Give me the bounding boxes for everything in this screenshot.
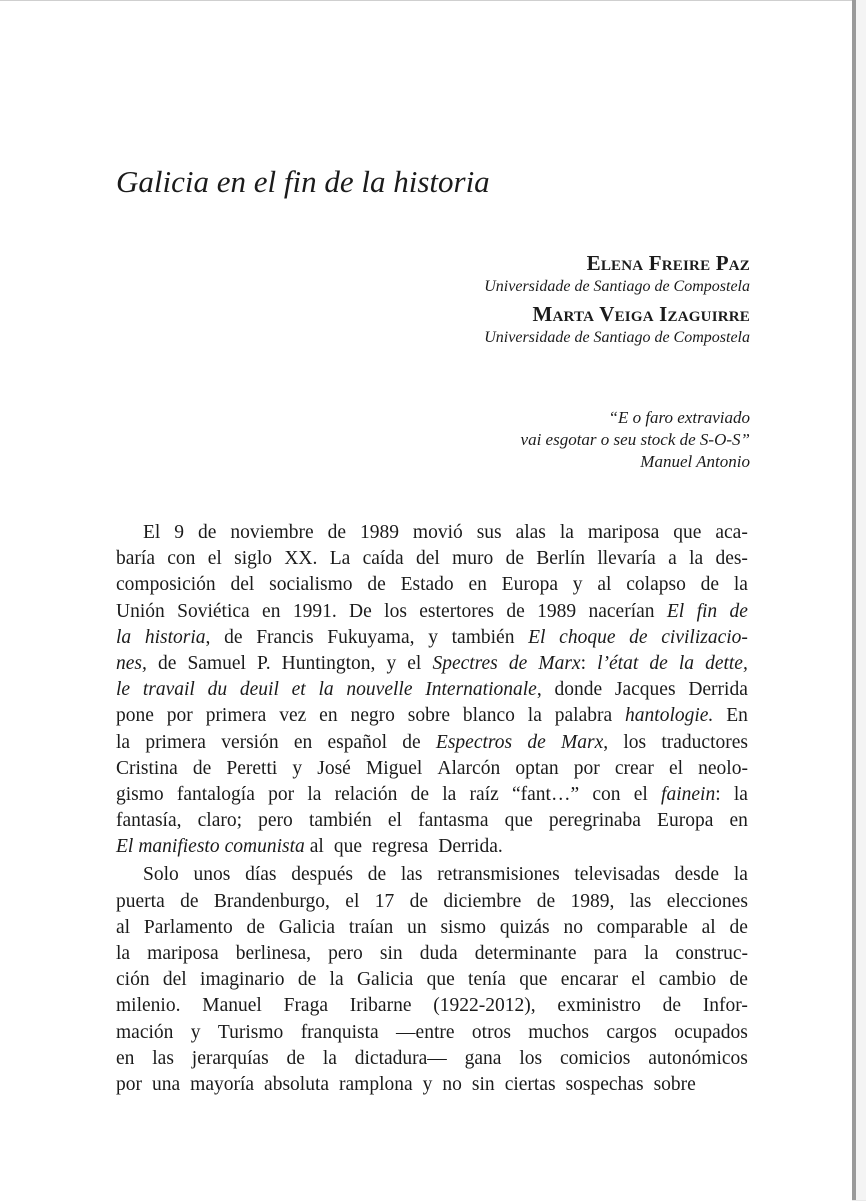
word: aca- <box>715 522 748 543</box>
word: Galicia <box>356 969 414 991</box>
word: Miguel <box>365 757 423 779</box>
word: travail <box>142 679 195 701</box>
word: autonómicos <box>648 1047 748 1069</box>
word: de <box>662 995 682 1017</box>
word: dictadura— <box>354 1047 447 1069</box>
word: no <box>563 916 583 938</box>
word: las <box>400 864 423 886</box>
word: comunista <box>224 836 305 858</box>
word: mayoría <box>190 1073 255 1095</box>
word: también <box>308 810 372 832</box>
word: Spectres <box>432 652 498 674</box>
word: del <box>416 548 440 570</box>
word: Estado <box>400 574 454 596</box>
text-line <box>116 993 748 1019</box>
word: sin <box>471 1073 495 1095</box>
word: retransmisiones <box>437 864 560 886</box>
word: historia, <box>144 626 211 648</box>
word: optan <box>515 757 559 779</box>
word: los <box>623 731 647 753</box>
word: ciertas <box>504 1073 556 1095</box>
text-line <box>116 625 748 651</box>
text-line <box>116 572 748 598</box>
word: alas <box>515 522 546 543</box>
word: la <box>442 783 457 805</box>
text-line <box>116 1046 748 1072</box>
word: pero <box>328 943 363 964</box>
word: y <box>386 652 397 674</box>
word: pero <box>258 810 293 832</box>
word: de <box>508 652 528 674</box>
word: el <box>633 783 648 805</box>
text-line <box>116 941 748 967</box>
word: de <box>327 522 347 543</box>
word: de <box>197 522 217 543</box>
word: Samuel <box>187 652 246 674</box>
word: con <box>592 783 621 805</box>
word: que <box>333 836 362 858</box>
word: de <box>506 600 525 622</box>
word: televisadas <box>574 864 660 886</box>
word: con <box>167 548 196 570</box>
word: por <box>116 1073 142 1095</box>
word: Francis <box>256 626 314 648</box>
word: 9 <box>174 522 185 543</box>
word: ocupados <box>674 1021 748 1043</box>
word: 17 <box>374 890 395 912</box>
word: también <box>451 626 515 648</box>
word: de <box>297 969 317 991</box>
word: y <box>190 1021 201 1043</box>
word: mariposa <box>587 522 660 543</box>
word: quizás <box>499 916 550 938</box>
word: de <box>409 890 428 912</box>
word: al <box>597 574 612 596</box>
word: desde <box>674 864 720 886</box>
epigraph-line: “E o faro extraviado <box>608 408 750 427</box>
word: de <box>649 652 668 674</box>
word: en <box>729 810 748 832</box>
word: ción <box>116 969 150 991</box>
author-list <box>330 251 750 348</box>
word: en <box>468 574 487 596</box>
word: días <box>245 864 277 886</box>
word: traían <box>348 916 394 938</box>
word: y <box>428 626 438 648</box>
word: la <box>116 626 132 648</box>
word: del <box>230 574 255 596</box>
word: la <box>116 731 131 753</box>
author-block <box>330 302 750 348</box>
word: nouvelle <box>346 679 413 701</box>
word: Europa <box>501 574 558 596</box>
word: el <box>407 652 422 674</box>
author-affiliation: Universidade de Santiago de Compostela <box>484 278 750 295</box>
word: Fukuyama, <box>327 626 415 648</box>
word: a <box>668 548 677 570</box>
word: civilizacio- <box>661 626 748 648</box>
word: de <box>224 626 243 648</box>
word: berlinesa, <box>235 943 312 964</box>
epigraph-attribution: Manuel Antonio <box>640 452 750 471</box>
word: du <box>207 679 228 701</box>
word: una <box>152 1073 181 1095</box>
word: vez <box>279 705 307 727</box>
word: las <box>152 1047 174 1069</box>
word: y <box>572 574 583 596</box>
word: mariposa <box>147 943 219 964</box>
word: para <box>593 943 628 964</box>
word: El <box>666 600 685 622</box>
word: raíz <box>469 783 499 805</box>
word: sus <box>476 522 502 543</box>
word: versión <box>221 731 279 753</box>
word: caída <box>362 548 404 570</box>
word: José <box>317 757 351 779</box>
word: no <box>442 1073 462 1095</box>
word: El <box>143 522 161 543</box>
body-text <box>116 520 748 1098</box>
word: puerta <box>116 890 165 912</box>
text-line <box>116 599 748 625</box>
word: nes, <box>116 652 147 674</box>
word: de <box>157 652 177 674</box>
word: El <box>528 626 546 648</box>
author-affiliation: Universidade de Santiago de Compostela <box>484 329 750 346</box>
word: la <box>318 679 334 701</box>
paragraph <box>116 862 748 1098</box>
word: la <box>116 943 131 964</box>
word: de <box>700 574 720 596</box>
word: por <box>268 783 295 805</box>
word: sospechas <box>565 1073 644 1095</box>
word: de <box>192 757 212 779</box>
word: colapso <box>626 574 686 596</box>
word: donde <box>554 679 603 701</box>
word: 1989 <box>537 600 577 622</box>
word: De <box>349 600 372 622</box>
epigraph <box>330 407 750 473</box>
text-line <box>116 651 748 677</box>
word: la <box>559 522 574 543</box>
word: de <box>410 783 430 805</box>
word: la <box>733 574 748 596</box>
word: que <box>673 522 702 543</box>
word: Parlamento <box>143 916 233 938</box>
word: nacerían <box>588 600 655 622</box>
word: de <box>402 731 421 753</box>
text-line <box>116 756 748 782</box>
word: que <box>519 969 548 991</box>
word: cargos <box>606 1021 657 1043</box>
word: baría <box>116 548 155 570</box>
word: español <box>327 731 388 753</box>
text-line <box>116 677 748 703</box>
word: (1922-2012), <box>433 995 536 1017</box>
word: muro <box>452 548 494 570</box>
word: en <box>293 731 313 753</box>
word: noviembre <box>230 522 314 543</box>
word: choque <box>559 626 616 648</box>
word: unos <box>193 864 231 886</box>
word: los <box>384 600 407 622</box>
word: fin <box>696 600 718 622</box>
word: negro <box>350 705 395 727</box>
word: que <box>426 969 455 991</box>
word: fantasía, <box>116 810 182 832</box>
word: La <box>329 548 351 570</box>
text-line <box>116 808 748 834</box>
word: la <box>733 864 748 886</box>
word: 1989, <box>570 890 615 912</box>
word: un <box>407 916 427 938</box>
word: Huntington, <box>281 652 376 674</box>
word: En <box>726 705 748 727</box>
word: peregrinaba <box>548 810 641 832</box>
word: del <box>162 969 187 991</box>
word: Jacques <box>614 679 676 701</box>
word: y <box>292 757 303 779</box>
word: otros <box>471 1021 511 1043</box>
word: determinante <box>474 943 577 964</box>
word: elecciones <box>666 890 748 912</box>
word: Internationale, <box>425 679 542 701</box>
word: jerarquías <box>191 1047 269 1069</box>
viewer-background <box>856 0 866 1200</box>
word: de <box>367 574 386 596</box>
word: la <box>689 548 704 570</box>
word: cambio <box>658 969 717 991</box>
text-line <box>116 546 748 572</box>
word: exministro <box>557 995 641 1017</box>
word: por <box>166 705 193 727</box>
word: Solo <box>143 864 179 886</box>
text-line <box>116 834 748 860</box>
word: Brandenburgo, <box>213 890 330 912</box>
word: estertores <box>419 600 494 622</box>
word: después <box>291 864 353 886</box>
word: neolo- <box>698 757 748 779</box>
word: el <box>345 890 360 912</box>
word: la <box>322 1047 337 1069</box>
word: palabra <box>554 705 613 727</box>
author-name: Marta Veiga Izaguirre <box>532 302 750 326</box>
word: Berlín <box>536 548 586 570</box>
word: llevaría <box>597 548 656 570</box>
word: hantologie. <box>625 705 714 727</box>
word: Iribarne <box>349 995 412 1017</box>
text-line <box>116 520 748 546</box>
word: en <box>116 1047 135 1069</box>
word: deuil <box>239 679 279 701</box>
word: Soviética <box>177 600 250 622</box>
word: Manuel <box>202 995 262 1017</box>
word: Espectros <box>435 731 513 753</box>
word: crear <box>614 757 654 779</box>
word: los <box>519 1047 543 1069</box>
word: pone <box>116 705 154 727</box>
word: duda <box>419 943 458 964</box>
text-line <box>116 1072 748 1098</box>
word: de <box>729 600 748 622</box>
text-line <box>116 967 748 993</box>
word: por <box>573 757 600 779</box>
word: de <box>729 969 748 991</box>
text-line <box>116 889 748 915</box>
word: y <box>422 1073 433 1095</box>
word: P. <box>257 652 271 674</box>
word: gana <box>464 1047 502 1069</box>
word: “fant…” <box>512 783 580 805</box>
text-line <box>116 782 748 808</box>
word: traductores <box>661 731 748 753</box>
text-line <box>116 730 748 756</box>
word: El <box>116 836 134 858</box>
word: las <box>629 890 652 912</box>
word: Derrida. <box>438 836 503 858</box>
word: de <box>180 890 199 912</box>
word: Unión <box>116 600 165 622</box>
word: el <box>631 969 646 991</box>
word: al <box>116 916 131 938</box>
word: al <box>701 916 716 938</box>
word: en <box>319 705 338 727</box>
word: siglo <box>234 548 273 570</box>
word: la <box>307 783 322 805</box>
word: comparable <box>596 916 688 938</box>
word: tenía <box>468 969 506 991</box>
word: la <box>644 943 659 964</box>
text-line <box>116 1020 748 1046</box>
word: al <box>309 836 324 858</box>
word: en <box>262 600 281 622</box>
word: primera <box>145 731 206 753</box>
paragraph <box>116 520 748 860</box>
word: regresa <box>372 836 429 858</box>
word: Cristina <box>116 757 178 779</box>
word: la <box>527 705 542 727</box>
word: mación <box>116 1021 174 1043</box>
word: la <box>733 783 748 805</box>
epigraph-line: vai esgotar o seu stock de S-O-S” <box>520 430 750 449</box>
word: diciembre <box>443 890 522 912</box>
word: el <box>668 757 684 779</box>
word: sin <box>379 943 403 964</box>
word: manifiesto <box>138 836 220 858</box>
word: Marx: <box>538 652 587 674</box>
word: 1989 <box>359 522 399 543</box>
text-line <box>116 915 748 941</box>
text-line <box>116 862 748 888</box>
word: primera <box>205 705 267 727</box>
word: milenio. <box>116 995 181 1017</box>
word: socialismo <box>269 574 353 596</box>
text-line <box>116 703 748 729</box>
word: imaginario <box>200 969 285 991</box>
word: Peretti <box>226 757 278 779</box>
word: composición <box>116 574 216 596</box>
word: encarar <box>560 969 619 991</box>
word: Derrida <box>688 679 748 701</box>
word: l’état <box>597 652 639 674</box>
word: XX. <box>284 548 318 570</box>
word: movió <box>412 522 463 543</box>
word: ramplona <box>339 1073 413 1095</box>
word: 1991. <box>292 600 337 622</box>
word: de <box>536 890 556 912</box>
word: fainein: <box>661 783 721 805</box>
word: des- <box>715 548 748 570</box>
word: fantasma <box>418 810 489 832</box>
word: Galicia <box>278 916 336 938</box>
word: la <box>329 969 344 991</box>
word: de <box>367 864 387 886</box>
word: franquista <box>300 1021 379 1043</box>
word: de <box>729 916 748 938</box>
word: de <box>527 731 546 753</box>
word: el <box>387 810 402 832</box>
word: el <box>207 548 222 570</box>
word: construc- <box>675 943 748 964</box>
word: de <box>505 548 524 570</box>
word: fantalogía <box>176 783 255 805</box>
word: Turismo <box>217 1021 284 1043</box>
word: sismo <box>440 916 486 938</box>
word: absoluta <box>264 1073 330 1095</box>
word: sobre <box>407 705 451 727</box>
word: relación <box>334 783 398 805</box>
word: et <box>291 679 306 701</box>
word: Marx, <box>560 731 609 753</box>
word: Alarcón <box>437 757 501 779</box>
word: de <box>286 1047 305 1069</box>
word: Europa <box>657 810 714 832</box>
word: de <box>246 916 265 938</box>
word: comicios <box>559 1047 631 1069</box>
author-name: Elena Freire Paz <box>586 251 750 275</box>
word: Infor- <box>702 995 748 1017</box>
word: de <box>629 626 648 648</box>
word: le <box>116 679 131 701</box>
article-title: Galicia en el fin de la historia <box>116 164 490 199</box>
author-block <box>330 251 750 297</box>
word: gismo <box>116 783 164 805</box>
word: blanco <box>462 705 515 727</box>
word: claro; <box>197 810 243 832</box>
word: que <box>504 810 533 832</box>
word: la <box>678 652 694 674</box>
word: Fraga <box>283 995 328 1017</box>
word: muchos <box>528 1021 589 1043</box>
word: sobre <box>653 1073 696 1095</box>
word: —entre <box>396 1021 455 1043</box>
word: dette, <box>705 652 748 674</box>
